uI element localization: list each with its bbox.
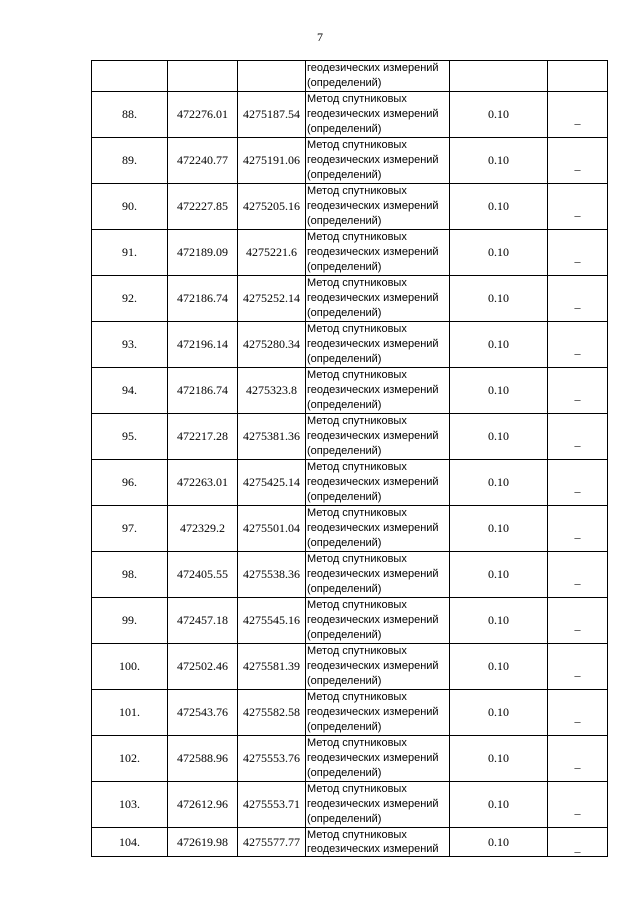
cell-x: 472457.18: [168, 598, 238, 644]
cell-accuracy: 0.10: [450, 368, 548, 414]
method-line: (определений): [307, 491, 382, 503]
cell-note: [548, 460, 608, 506]
method-line: геодезических измерений: [307, 200, 439, 212]
cell-number: 100.: [92, 644, 168, 690]
cell-x: 472276.01: [168, 92, 238, 138]
table-row: [92, 598, 608, 644]
cell-accuracy: 0.10: [450, 552, 548, 598]
cell-x: 472227.85: [168, 184, 238, 230]
cell-y: 4275323.8: [238, 368, 306, 414]
method-line: Метод спутниковых: [307, 783, 407, 795]
cell-x: 472329.2: [168, 506, 238, 552]
method-line: (определений): [307, 123, 382, 135]
cell-number: 99.: [92, 598, 168, 644]
method-line: Метод спутниковых: [307, 599, 407, 611]
cell-note: [548, 230, 608, 276]
method-line: Метод спутниковых: [307, 737, 407, 749]
cell-method: [306, 61, 450, 92]
method-line: геодезических измерений: [307, 476, 439, 488]
method-line: Метод спутниковых: [307, 415, 407, 427]
cell-number: 98.: [92, 552, 168, 598]
cell-y: 4275381.36: [238, 414, 306, 460]
method-line: (определений): [307, 169, 382, 181]
cell-number: 93.: [92, 322, 168, 368]
cell-x: 472612.96: [168, 782, 238, 828]
table-row: [92, 368, 608, 414]
cell-note: [548, 552, 608, 598]
cell-method: [306, 368, 450, 414]
cell-number: 96.: [92, 460, 168, 506]
method-line: геодезических измерений: [307, 614, 439, 626]
table-row: [92, 828, 608, 857]
note-dash: _: [574, 526, 581, 540]
cell-method: [306, 230, 450, 276]
coordinates-table: [91, 60, 608, 857]
cell-number: 95.: [92, 414, 168, 460]
note-dash: _: [574, 572, 581, 586]
cell-y: [238, 61, 306, 92]
table-row: [92, 184, 608, 230]
cell-x: [168, 61, 238, 92]
cell-accuracy: 0.10: [450, 690, 548, 736]
method-line: геодезических измерений: [307, 752, 439, 764]
cell-accuracy: 0.10: [450, 828, 548, 857]
cell-accuracy: 0.10: [450, 736, 548, 782]
cell-note: [548, 736, 608, 782]
cell-number: 102.: [92, 736, 168, 782]
cell-accuracy: 0.10: [450, 230, 548, 276]
cell-number: 90.: [92, 184, 168, 230]
cell-accuracy: 0.10: [450, 414, 548, 460]
note-dash: _: [574, 710, 581, 724]
note-dash: _: [574, 434, 581, 448]
note-dash: _: [574, 480, 581, 494]
cell-number: 91.: [92, 230, 168, 276]
method-line: Метод спутниковых: [307, 185, 407, 197]
note-dash: _: [574, 839, 581, 854]
cell-y: 4275582.58: [238, 690, 306, 736]
cell-x: 472186.74: [168, 368, 238, 414]
cell-y: 4275221.6: [238, 230, 306, 276]
method-line: (определений): [307, 261, 382, 273]
cell-x: 472196.14: [168, 322, 238, 368]
method-line: геодезических измерений: [307, 430, 439, 442]
cell-number: 104.: [92, 828, 168, 857]
method-line: Метод спутниковых: [307, 461, 407, 473]
cell-accuracy: 0.10: [450, 322, 548, 368]
table-row: [92, 138, 608, 184]
cell-note: [548, 276, 608, 322]
method-line: геодезических измерений: [307, 62, 439, 74]
method-line: (определений): [307, 445, 382, 457]
page-number: 7: [317, 30, 323, 44]
method-line: геодезических измерений: [307, 154, 439, 166]
cell-note: [548, 598, 608, 644]
table-row: [92, 736, 608, 782]
cell-method: [306, 92, 450, 138]
cell-note: [548, 828, 608, 857]
cell-accuracy: 0.10: [450, 276, 548, 322]
method-line: Метод спутниковых: [307, 645, 407, 657]
cell-y: 4275501.04: [238, 506, 306, 552]
cell-note: [548, 322, 608, 368]
method-line: геодезических измерений: [307, 522, 439, 534]
cell-number: [92, 61, 168, 92]
table-row: [92, 322, 608, 368]
table-row: [92, 644, 608, 690]
method-line: (определений): [307, 215, 382, 227]
note-dash: _: [574, 296, 581, 310]
cell-x: 472186.74: [168, 276, 238, 322]
method-line: геодезических измерений: [307, 246, 439, 258]
cell-accuracy: 0.10: [450, 782, 548, 828]
note-dash: _: [574, 204, 581, 218]
cell-method: [306, 322, 450, 368]
method-line: (определений): [307, 353, 382, 365]
method-line: геодезических измерений: [307, 292, 439, 304]
cell-method: [306, 644, 450, 690]
cell-note: [548, 506, 608, 552]
cell-x: 472405.55: [168, 552, 238, 598]
cell-accuracy: 0.10: [450, 506, 548, 552]
method-line: геодезических измерений: [307, 338, 439, 350]
table-row: [92, 506, 608, 552]
method-line: (определений): [307, 77, 382, 89]
cell-note: [548, 184, 608, 230]
cell-method: [306, 782, 450, 828]
method-line: Метод спутниковых: [307, 507, 407, 519]
cell-y: 4275553.76: [238, 736, 306, 782]
table-row: [92, 230, 608, 276]
cell-number: 94.: [92, 368, 168, 414]
method-line: Метод спутниковых: [307, 231, 407, 243]
cell-accuracy: 0.10: [450, 644, 548, 690]
cell-note: [548, 690, 608, 736]
cell-y: 4275577.77: [238, 828, 306, 857]
cell-accuracy: 0.10: [450, 460, 548, 506]
method-line: Метод спутниковых: [307, 93, 407, 105]
cell-number: 101.: [92, 690, 168, 736]
cell-note: [548, 414, 608, 460]
method-line: (определений): [307, 629, 382, 641]
cell-number: 89.: [92, 138, 168, 184]
cell-method: [306, 138, 450, 184]
method-line: (определений): [307, 537, 382, 549]
cell-y: 4275187.54: [238, 92, 306, 138]
cell-y: 4275252.14: [238, 276, 306, 322]
table-row: [92, 460, 608, 506]
cell-accuracy: 0.10: [450, 138, 548, 184]
note-dash: _: [574, 158, 581, 172]
method-line: геодезических измерений: [307, 843, 439, 855]
cell-method: [306, 736, 450, 782]
cell-y: 4275280.34: [238, 322, 306, 368]
table-row: [92, 92, 608, 138]
cell-note: [548, 368, 608, 414]
cell-x: 472263.01: [168, 460, 238, 506]
method-line: Метод спутниковых: [307, 553, 407, 565]
cell-number: 103.: [92, 782, 168, 828]
note-dash: _: [574, 388, 581, 402]
method-line: (определений): [307, 675, 382, 687]
method-line: Метод спутниковых: [307, 369, 407, 381]
cell-method: [306, 828, 450, 857]
cell-method: [306, 506, 450, 552]
cell-method: [306, 414, 450, 460]
method-line: Метод спутниковых: [307, 139, 407, 151]
note-dash: _: [574, 618, 581, 632]
cell-y: 4275553.71: [238, 782, 306, 828]
cell-method: [306, 276, 450, 322]
note-dash: _: [574, 802, 581, 816]
cell-x: 472588.96: [168, 736, 238, 782]
table-row: [92, 414, 608, 460]
cell-y: 4275538.36: [238, 552, 306, 598]
method-line: геодезических измерений: [307, 568, 439, 580]
cell-x: 472619.98: [168, 828, 238, 857]
cell-y: 4275425.14: [238, 460, 306, 506]
cell-number: 97.: [92, 506, 168, 552]
cell-note: [548, 138, 608, 184]
method-line: геодезических измерений: [307, 706, 439, 718]
method-line: Метод спутниковых: [307, 829, 407, 841]
table-row: [92, 552, 608, 598]
cell-method: [306, 460, 450, 506]
cell-accuracy: 0.10: [450, 598, 548, 644]
method-line: (определений): [307, 721, 382, 733]
cell-number: 88.: [92, 92, 168, 138]
table-row-continued: [92, 61, 608, 92]
note-dash: _: [574, 664, 581, 678]
method-line: (определений): [307, 813, 382, 825]
method-line: (определений): [307, 307, 382, 319]
cell-accuracy: [450, 61, 548, 92]
cell-method: [306, 552, 450, 598]
cell-x: 472543.76: [168, 690, 238, 736]
method-line: Метод спутниковых: [307, 323, 407, 335]
method-line: (определений): [307, 583, 382, 595]
note-dash: _: [574, 756, 581, 770]
method-line: (определений): [307, 767, 382, 779]
table-row: [92, 690, 608, 736]
method-line: Метод спутниковых: [307, 691, 407, 703]
cell-x: 472189.09: [168, 230, 238, 276]
method-line: (определений): [307, 399, 382, 411]
table-row: [92, 276, 608, 322]
method-line: геодезических измерений: [307, 660, 439, 672]
table-row: [92, 782, 608, 828]
cell-y: 4275581.39: [238, 644, 306, 690]
cell-y: 4275205.16: [238, 184, 306, 230]
cell-y: 4275191.06: [238, 138, 306, 184]
note-dash: _: [574, 342, 581, 356]
cell-method: [306, 598, 450, 644]
cell-y: 4275545.16: [238, 598, 306, 644]
cell-number: 92.: [92, 276, 168, 322]
note-dash: _: [574, 112, 581, 126]
cell-note: [548, 782, 608, 828]
cell-x: 472502.46: [168, 644, 238, 690]
cell-accuracy: 0.10: [450, 92, 548, 138]
cell-method: [306, 690, 450, 736]
cell-note: [548, 644, 608, 690]
cell-note: [548, 92, 608, 138]
method-line: Метод спутниковых: [307, 277, 407, 289]
cell-note: [548, 61, 608, 92]
method-line: геодезических измерений: [307, 384, 439, 396]
cell-accuracy: 0.10: [450, 184, 548, 230]
cell-x: 472217.28: [168, 414, 238, 460]
cell-method: [306, 184, 450, 230]
method-line: геодезических измерений: [307, 798, 439, 810]
note-dash: _: [574, 250, 581, 264]
cell-x: 472240.77: [168, 138, 238, 184]
method-line: геодезических измерений: [307, 108, 439, 120]
